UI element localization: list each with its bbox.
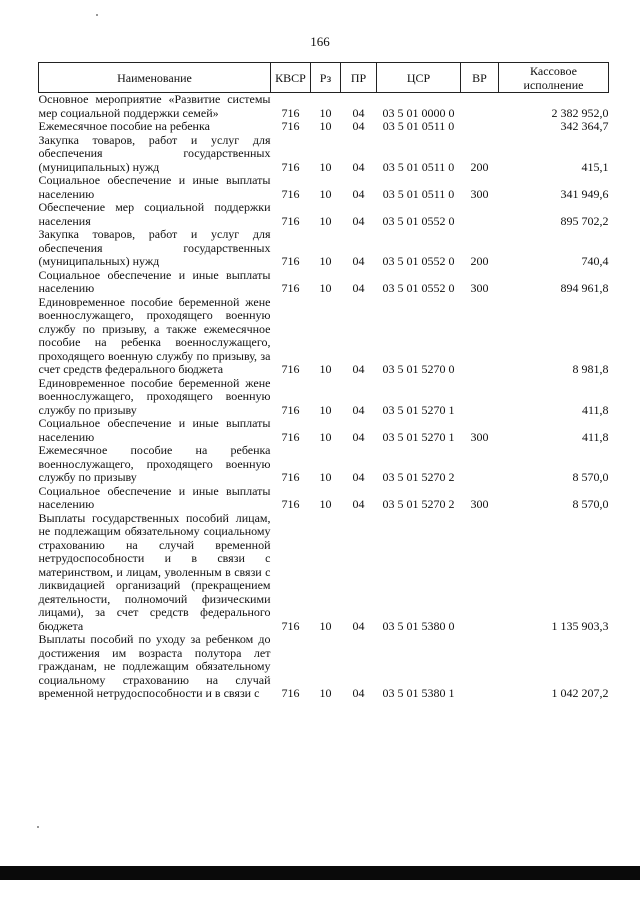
cell-amount: 8 570,0 [572,470,609,484]
cell-pr: 04 [352,119,365,133]
table-row [39,174,609,201]
cell-amount: 740,4 [581,254,609,268]
cell-kvsr: 716 [281,186,300,201]
header-pr: ПР [341,63,377,93]
cell-csr: 03 5 01 0552 0 [382,281,455,295]
cell-rz: 10 [319,402,332,417]
cell-vr: 200 [470,254,489,268]
cell-amount: 411,8 [581,429,609,444]
cell-name: Закупка товаров, работ и услуг для обеспечения государственных (муниципальных) нужд [38,227,271,268]
cell-kvsr: 716 [281,105,300,120]
cell-pr: 04 [352,497,365,511]
cell-kvsr: 716 [281,281,300,295]
cell-rz: 10 [319,186,332,201]
cell-rz: 10 [319,470,332,484]
cell-kvsr: 716 [281,254,300,268]
table-header-row [39,63,609,93]
cell-vr [461,201,499,228]
cell-name: Ежемесячное пособие на ребенка [38,119,210,133]
cell-rz: 10 [319,281,332,295]
cell-rz: 10 [319,618,332,633]
cell-csr: 03 5 01 0511 0 [382,186,455,201]
header-kvsr: КВСР [271,63,311,93]
table-row [39,417,609,444]
cell-amount: 894 961,8 [560,281,609,295]
cell-amount: 895 702,2 [560,213,609,228]
cell-amount: 8 981,8 [572,362,609,376]
table-row [39,296,609,377]
cell-vr: 200 [470,159,489,174]
cell-kvsr: 716 [281,429,300,444]
cell-vr [461,296,499,377]
cell-csr: 03 5 01 5270 1 [382,429,455,444]
cell-vr: 300 [470,186,489,201]
cell-pr: 04 [352,281,365,295]
cell-kvsr: 716 [281,470,300,484]
cell-name: Социальное обеспечение и иные выплаты населению [38,267,271,295]
cell-name: Выплаты пособий по уходу за ребенком до достижения им возраста полутора лет гражданам, не подлежащим обязательному социальному страхованию на случай временной нетрудоспособности и в связи с [38,632,271,700]
cell-pr: 04 [352,686,365,700]
cell-amount: 342 364,7 [560,119,609,133]
cell-pr: 04 [352,186,365,201]
cell-rz: 10 [319,119,332,133]
cell-vr [461,633,499,701]
table-body [39,93,609,701]
cell-kvsr: 716 [281,159,300,174]
cell-pr: 04 [352,213,365,228]
cell-kvsr: 716 [281,402,300,417]
cell-pr: 04 [352,470,365,484]
cell-csr: 03 5 01 5380 1 [382,686,455,700]
cell-csr: 03 5 01 0552 0 [382,254,455,268]
cell-vr: 300 [470,281,489,295]
cell-name: Основное мероприятие «Развитие системы мер социальной поддержки семей» [38,92,271,120]
table-row [39,485,609,512]
cell-vr [461,377,499,418]
header-name: Наименование [39,63,271,93]
cell-vr [461,512,499,634]
cell-csr: 03 5 01 0511 0 [382,159,455,174]
cell-amount: 341 949,6 [560,186,609,201]
cell-kvsr: 716 [281,119,300,133]
cell-kvsr: 716 [281,213,300,228]
cell-kvsr: 716 [281,362,300,376]
cell-pr: 04 [352,362,365,376]
cell-vr: 300 [470,497,489,511]
cell-rz: 10 [319,429,332,444]
cell-amount: 8 570,0 [572,497,609,511]
table-row [39,93,609,121]
header-vr: ВР [461,63,499,93]
cell-kvsr: 716 [281,686,300,700]
cell-kvsr: 716 [281,497,300,511]
table-row [39,120,609,134]
header-rz: Рз [311,63,341,93]
table-row [39,269,609,296]
scan-speck [37,826,39,828]
cell-name: Социальное обеспечение и иные выплаты населению [38,483,271,511]
cell-name: Социальное обеспечение и иные выплаты населению [38,416,271,444]
cell-csr: 03 5 01 5270 0 [382,362,455,376]
cell-pr: 04 [352,429,365,444]
cell-csr: 03 5 01 5270 2 [382,470,455,484]
cell-csr: 03 5 01 5270 1 [382,402,455,417]
cell-pr: 04 [352,159,365,174]
cell-rz: 10 [319,686,332,700]
header-csr: ЦСР [377,63,461,93]
cell-amount: 2 382 952,0 [551,105,609,120]
table-row [39,444,609,485]
cell-pr: 04 [352,402,365,417]
cell-name: Выплаты государственных пособий лицам, не подлежащим обязательному социальному страхованию на случай временной нетрудоспособности и в связи с материнством, и лицам, уволенным в связи с ликвидацией организаций (прекращением деятельности, полномочий физическими лицами), за счет средств федерального бюджета [38,510,271,633]
cell-pr: 04 [352,105,365,120]
cell-vr [461,93,499,121]
cell-vr [461,444,499,485]
scan-speck [96,14,98,16]
cell-name: Ежемесячное пособие на ребенка военнослужащего, проходящего военную службу по призыву [38,443,271,484]
cell-name: Социальное обеспечение и иные выплаты населению [38,173,271,201]
cell-csr: 03 5 01 0511 0 [382,119,455,133]
cell-amount: 1 135 903,3 [551,618,609,633]
budget-table [38,62,609,701]
cell-csr: 03 5 01 0000 0 [382,105,455,120]
table-row [39,228,609,269]
cell-pr: 04 [352,254,365,268]
table-row [39,512,609,634]
cell-csr: 03 5 01 5270 2 [382,497,455,511]
page-number: 166 [310,34,330,49]
cell-rz: 10 [319,497,332,511]
cell-rz: 10 [319,159,332,174]
cell-amount: 415,1 [581,159,609,174]
cell-amount: 411,8 [581,402,609,417]
cell-vr: 300 [470,429,489,444]
cell-rz: 10 [319,105,332,120]
cell-name: Единовременное пособие беременной жене военнослужащего, проходящего военную службу по призыву [38,375,271,417]
table-row [39,377,609,418]
table-row [39,134,609,175]
table-row [39,201,609,228]
cell-name: Обеспечение мер социальной поддержки населения [38,200,271,228]
cell-csr: 03 5 01 5380 0 [382,618,455,633]
cell-csr: 03 5 01 0552 0 [382,213,455,228]
cell-name: Закупка товаров, работ и услуг для обеспечения государственных (муниципальных) нужд [38,132,271,174]
scan-bottom-border [0,866,640,880]
cell-rz: 10 [319,213,332,228]
cell-kvsr: 716 [281,618,300,633]
cell-pr: 04 [352,618,365,633]
cell-rz: 10 [319,254,332,268]
cell-name: Единовременное пособие беременной жене военнослужащего, проходящего военную службу по призыву, а также ежемесячное пособие на ребенка военнослужащего, проходящего военную службу по призыву, за счет средств федерального бюджета [38,294,271,376]
cell-amount: 1 042 207,2 [551,686,609,700]
cell-vr [461,120,499,134]
header-amount: Кассовое исполнение [499,63,609,93]
cell-rz: 10 [319,362,332,376]
table-row [39,633,609,701]
